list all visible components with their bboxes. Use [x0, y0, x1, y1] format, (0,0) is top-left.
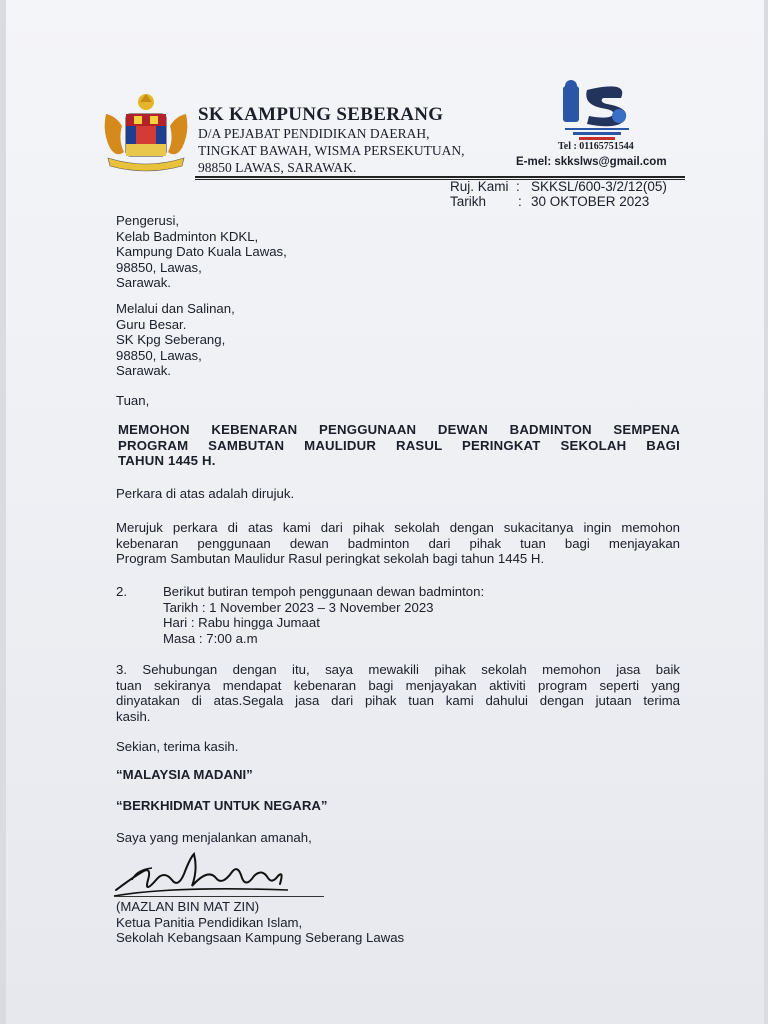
ref-value: SKKSL/600-3/2/12(05)	[531, 179, 667, 194]
ref-label: Ruj. Kami	[450, 179, 509, 194]
cc-line: SK Kpg Seberang,	[116, 332, 226, 347]
usage-intro: Berikut butiran tempoh penggunaan dewan badminton:	[163, 584, 485, 599]
cc-line: 98850, Lawas,	[116, 347, 202, 363]
usage-details	[163, 584, 484, 646]
date-value: 30 OKTOBER 2023	[531, 194, 650, 209]
paragraph-line: kasih.	[116, 708, 151, 724]
signature-line	[114, 896, 324, 897]
date-colon: :	[518, 194, 522, 209]
paragraph-closing	[116, 662, 680, 724]
slogan-madani: “MALAYSIA MADANI”	[116, 767, 253, 782]
ref-colon: :	[516, 179, 520, 194]
school-telephone: Tel : 01165751544	[558, 141, 634, 152]
cc-line: Melalui dan Salinan,	[116, 301, 235, 316]
recipient-line: Pengerusi,	[116, 213, 180, 228]
letter-subject	[118, 422, 680, 469]
usage-time: Masa : 7:00 a.m	[163, 630, 258, 646]
recipient-line: Sarawak.	[116, 275, 171, 290]
address-line-1: D/A PEJABAT PENDIDIKAN DAERAH,	[198, 126, 430, 141]
salutation: Tuan,	[116, 393, 150, 408]
recipient-line: Kampung Dato Kuala Lawas,	[116, 244, 287, 259]
paragraph-line: tuan sekiranya mendapat kebenaran bagi menjayakan aktiviti program seperti yang	[116, 677, 680, 693]
closing-thanks: Sekian, terima kasih.	[116, 739, 239, 754]
signatory-block	[116, 899, 404, 946]
signatory-name: (MAZLAN BIN MAT ZIN)	[116, 899, 260, 914]
cc-block	[116, 301, 235, 379]
paragraph-line: Merujuk perkara di atas kami dari pihak sekolah dengan sukacitanya ingin memohon	[116, 520, 680, 535]
subject-line: MEMOHON KEBENARAN PENGGUNAAN DEWAN BADMINTON SEMPENA	[118, 422, 680, 437]
cc-line: Sarawak.	[116, 363, 171, 378]
usage-date: Tarikh : 1 November 2023 – 3 November 2023	[163, 599, 434, 615]
recipient-line: 98850, Lawas,	[116, 259, 202, 275]
paragraph-request	[116, 520, 680, 567]
date-label: Tarikh	[450, 194, 487, 209]
item-number-2: 2.	[116, 584, 127, 599]
school-email: E-mel: skkslws@gmail.com	[516, 156, 667, 168]
header-rule	[195, 176, 685, 178]
address-line-3: 98850 LAWAS, SARAWAK.	[198, 160, 357, 175]
letter-paper	[6, 0, 764, 1024]
address-line-2: TINGKAT BAWAH, WISMA PERSEKUTUAN,	[198, 143, 465, 158]
recipient-line: Kelab Badminton KDKL,	[116, 228, 259, 244]
slogan-negara: “BERKHIDMAT UNTUK NEGARA”	[116, 798, 328, 813]
paragraph-reference: Perkara di atas adalah dirujuk.	[116, 486, 295, 501]
closing-amanah: Saya yang menjalankan amanah,	[116, 830, 312, 845]
signatory-school: Sekolah Kebangsaan Kampung Seberang Lawas	[116, 930, 405, 945]
paragraph-line: kebenaran penggunaan dewan badminton dari pihak tuan bagi menjayakan	[116, 535, 680, 551]
school-logo	[559, 80, 635, 142]
school-name: SK KAMPUNG SEBERANG	[198, 104, 444, 125]
handwritten-signature	[112, 850, 292, 902]
recipient-block	[116, 213, 287, 291]
subject-line: PROGRAM SAMBUTAN MAULIDUR RASUL PERINGKAT SEKOLAH BAGI	[118, 437, 680, 453]
usage-days: Hari : Rabu hingga Jumaat	[163, 615, 320, 630]
subject-line: TAHUN 1445 H.	[118, 453, 216, 468]
signatory-position: Ketua Panitia Pendidikan Islam,	[116, 914, 303, 930]
paragraph-line: dinyatakan di atas.Segala jasa dari pihak tuan kami dahului dengan jutaan terima	[116, 693, 680, 708]
paragraph-line: 3. Sehubungan dengan itu, saya mewakili pihak sekolah memohon jasa baik	[116, 662, 680, 677]
paragraph-line: Program Sambutan Maulidur Rasul peringkat sekolah bagi tahun 1445 H.	[116, 551, 545, 566]
malaysia-coat-of-arms-logo	[98, 92, 194, 174]
cc-line: Guru Besar.	[116, 316, 187, 332]
